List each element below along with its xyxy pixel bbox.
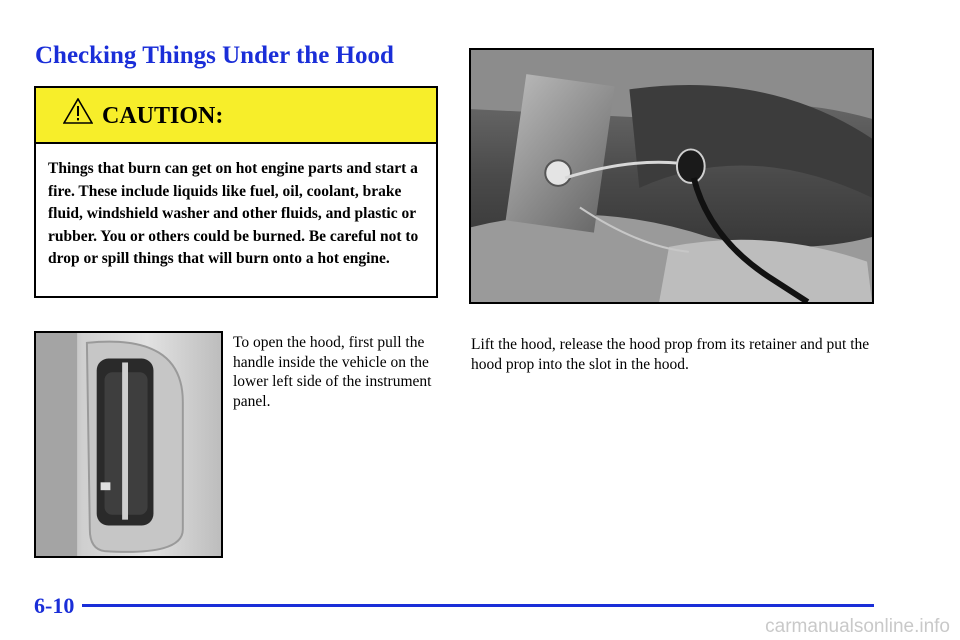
watermark: carmanualsonline.info [765,616,950,637]
footer-rule [82,604,874,607]
caution-header [36,88,436,144]
hood-prop-photo [469,48,874,304]
caution-text: Things that burn can get on hot engine parts and start a fire. These include liquids like fuel, oil, coolant, brake fluid, windshield washer and other fluids, and plastic or rubber. You or others could be burned. Be careful not to drop or spill things that will burn onto a hot engine. [48,160,419,267]
warning-triangle-icon [63,98,93,124]
hood-release-handle-photo [34,331,223,558]
caution-heading: CAUTION: [102,103,224,129]
hood-prop-instructions: Lift the hood, release the hood prop from its retainer and put the hood prop into the slot in the hood. [471,336,870,373]
page-title: Checking Things Under the Hood [35,42,394,69]
caution-box [34,86,438,298]
hood-release-instructions: To open the hood, first pull the handle inside the vehicle on the lower left side of the instrument panel. [233,334,432,410]
page-number: 6-10 [34,593,75,618]
